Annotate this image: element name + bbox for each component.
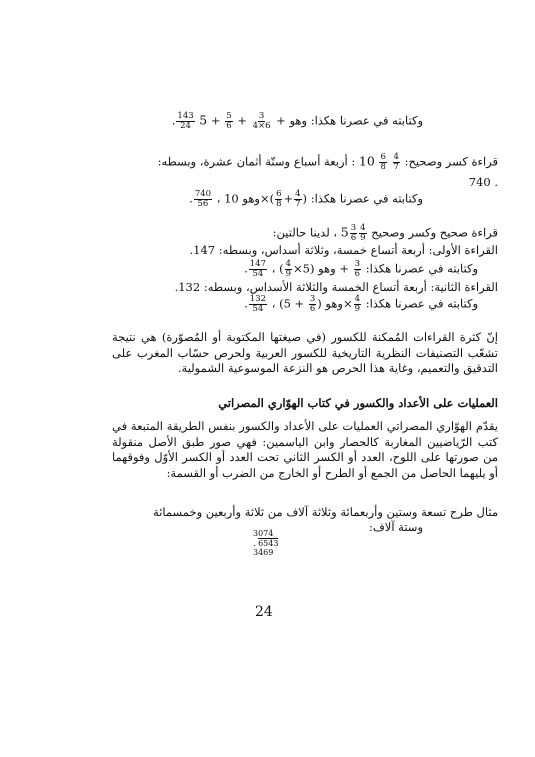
fraction-den: 24 bbox=[180, 121, 191, 131]
fraction-num: 132 bbox=[249, 294, 267, 304]
expr-part: 10×( bbox=[224, 191, 275, 206]
expression bbox=[341, 224, 368, 243]
fraction-den: 4×6 bbox=[252, 121, 271, 131]
line-desc: : أربعة أسباع وستّة أثمان عشرة، وبسطه: bbox=[157, 154, 356, 169]
line-6 bbox=[190, 243, 498, 258]
math-line-7 bbox=[244, 260, 478, 279]
subtraction-middle: 6543 bbox=[258, 539, 279, 548]
line-text: وكتابته في عصرنا هكذا: bbox=[365, 261, 478, 276]
subtraction-bottom: 3469 bbox=[253, 548, 274, 557]
fraction-den: 9 bbox=[360, 233, 366, 243]
math-line-5 bbox=[273, 224, 498, 243]
expr-part: + 5)× bbox=[279, 296, 353, 311]
fraction-den: 6 bbox=[354, 269, 361, 279]
expression: . $\frac{143}{24}$ وهو + $\frac{3}{4\times 6}$ + $\frac{5}{6}$ + 5 bbox=[171, 111, 308, 131]
fraction-den: 7 bbox=[393, 162, 399, 172]
expression: . $\frac{132}{54}$ ، وهو ( $\frac{3}{6}$ + 5)× $\frac{4}{9}$ bbox=[244, 294, 361, 314]
fraction-num: 4 bbox=[360, 223, 366, 233]
line-text: قراءة صحيح وكسر وصحيح bbox=[371, 225, 498, 240]
example-line-1: مثال طرح تسعة وستين وأربعمائة وثلاثة آلاف من ثلاثة وأربعين وخمسمائة bbox=[153, 505, 498, 519]
fraction-num: 147 bbox=[249, 259, 267, 269]
math-line-9 bbox=[244, 295, 478, 314]
paragraph-conclusion: إنّ كثرة القراءات المُمكنة للكسور (في صيغتها المكتوبة أو المُصوّرة) هي نتيجة تشعّب التصنيفات النظرية التاريخية للكسور العربية ولحرص حسّاب المغرب على التدقيق والتعميم، وغاية هذا الحرص هو النزعة الموسوعية الشمولية. bbox=[112, 330, 498, 375]
expr-part: ) bbox=[302, 191, 308, 206]
word-huwa: ، وهو bbox=[271, 261, 336, 276]
line-text: وكتابته في عصرنا هكذا: bbox=[365, 296, 478, 311]
fraction-den: 54 bbox=[252, 269, 264, 279]
paragraph-operations: يقدّم الهوّاري المصراتي العمليات على الأعداد والكسور بنفس الطريقة المتبعة في كتب الرّياضيين المغاربة كالحصار وابن الياسمين: فهي صور طبق الأصل منقولة من صورتها على اللوح، العدد أو الكسر الثاني تحت العدد أو الكسر الأوّل وفوقهما أو يليهما الحاصل من الجمع أو الطرح أو الخارج من الضرب أو القسمة: bbox=[112, 419, 498, 480]
expression bbox=[359, 153, 401, 172]
fraction-num: 3 bbox=[309, 294, 316, 304]
whole-number: 5 bbox=[340, 224, 349, 240]
fraction-num: 3 bbox=[258, 111, 265, 121]
example-line-2: وستة آلاف: bbox=[368, 520, 423, 534]
line-text: وكتابته في عصرنا هكذا: bbox=[310, 191, 423, 206]
subtraction-board bbox=[253, 529, 278, 557]
fraction-den: 8 bbox=[380, 162, 386, 172]
fraction-den: 6 bbox=[226, 121, 232, 131]
line-text: قراءة كسر وصحيح: bbox=[404, 154, 498, 169]
fraction-num: 4 bbox=[354, 294, 361, 304]
fraction-num: 740 bbox=[194, 189, 212, 199]
math-line-4 bbox=[189, 190, 423, 209]
expression: . $\frac{147}{54}$ ، وهو (5× $\frac{4}{9}$ ) + $\frac{3}{6}$ bbox=[244, 259, 361, 279]
expression: . $\frac{740}{56}$ ، وهو 10×( $\frac{6}{8}$ + $\frac{4}{7}$ ) bbox=[189, 189, 308, 209]
fraction-num: 5 bbox=[226, 111, 232, 121]
fraction-num: 4 bbox=[393, 152, 399, 162]
page-number: 24 bbox=[255, 604, 273, 620]
math-line-1 bbox=[172, 112, 423, 131]
fraction-den: 6 bbox=[350, 233, 357, 243]
whole-number: 10 bbox=[358, 153, 375, 169]
fraction-den: 9 bbox=[285, 269, 291, 279]
section-heading: العمليات على الأعداد والكسور في كتاب الهوّاري المصراتي bbox=[218, 396, 498, 410]
fraction-num: 4 bbox=[285, 259, 291, 269]
fraction-num: 4 bbox=[295, 189, 301, 199]
fraction-den: 54 bbox=[252, 304, 264, 314]
expr-part: (5× bbox=[292, 261, 315, 276]
line-text: وكتابته في عصرنا هكذا: bbox=[310, 113, 423, 128]
line-8 bbox=[175, 280, 498, 295]
fraction-den: 8 bbox=[276, 199, 282, 209]
fraction-num: 143 bbox=[177, 111, 194, 121]
line-tail: ، لدينا حالتين: bbox=[272, 225, 338, 240]
fraction-den: 9 bbox=[354, 304, 361, 314]
line-text: . 740 bbox=[468, 175, 498, 189]
fraction-num: 3 bbox=[354, 259, 361, 269]
fraction-den: 56 bbox=[197, 199, 209, 209]
line-3 bbox=[469, 175, 498, 190]
fraction-num: 3 bbox=[350, 223, 357, 233]
word-huwa: وهو bbox=[289, 113, 308, 128]
fraction-num: 6 bbox=[276, 189, 282, 199]
word-huwa: ، وهو bbox=[216, 191, 260, 206]
fraction-num: 6 bbox=[380, 152, 386, 162]
subtraction-top: 3074 bbox=[253, 529, 274, 538]
fraction-den: 6 bbox=[309, 304, 316, 314]
subtraction-mark: . bbox=[253, 539, 256, 548]
whole-number: 5 bbox=[199, 112, 208, 128]
math-line-2 bbox=[158, 153, 498, 172]
fraction-den: 7 bbox=[295, 199, 301, 209]
line-text: القراءة الأولى: أربعة أتساع خمسة، وثلاثة أسداس، وبسطه: 147. bbox=[189, 243, 498, 257]
word-huwa: ، وهو bbox=[271, 296, 343, 311]
line-text: القراءة الثانية: أربعة أتساع الخمسة والثلاثة الأسداس، وبسطه: 132. bbox=[174, 280, 498, 294]
